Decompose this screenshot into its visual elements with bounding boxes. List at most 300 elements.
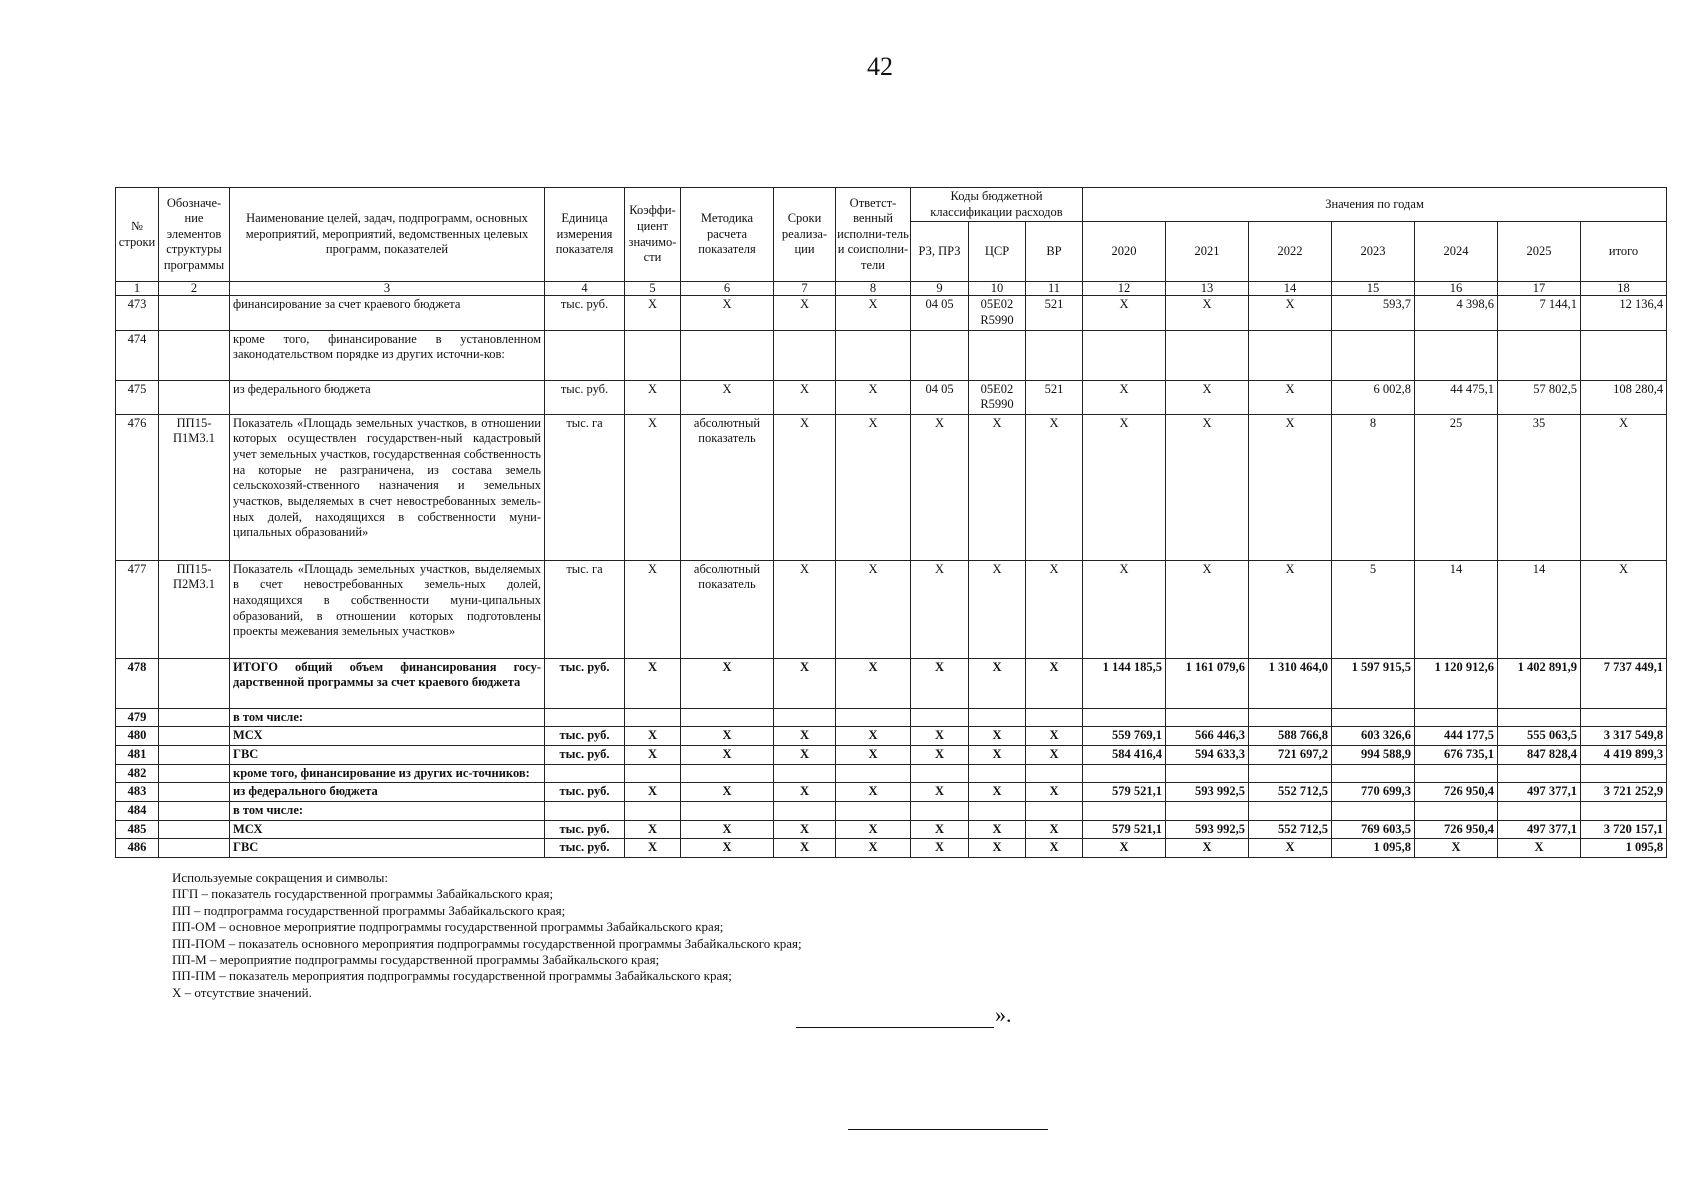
row-vr <box>1026 708 1083 727</box>
row-coefficient: Х <box>625 414 681 560</box>
row-code <box>159 839 230 858</box>
value-total: 3 721 252,9 <box>1581 783 1667 802</box>
value-total: 12 136,4 <box>1581 296 1667 330</box>
row-rz-prz: Х <box>911 783 969 802</box>
row-name: в том числе: <box>230 708 545 727</box>
row-coefficient: Х <box>625 560 681 658</box>
row-terms: Х <box>774 380 836 414</box>
value-2024: 25 <box>1415 414 1498 560</box>
value-2023: 593,7 <box>1332 296 1415 330</box>
value-total: 108 280,4 <box>1581 380 1667 414</box>
row-csr: 05Е02 R5990 <box>969 380 1026 414</box>
value-2021: Х <box>1166 839 1249 858</box>
value-2022 <box>1249 708 1332 727</box>
row-terms: Х <box>774 414 836 560</box>
abbreviations-notes <box>172 870 802 1001</box>
row-unit: тыс. руб. <box>545 380 625 414</box>
table-row <box>116 801 1667 820</box>
value-2025: 1 402 891,9 <box>1498 658 1581 708</box>
row-responsible <box>836 708 911 727</box>
row-code: ПП15-П2М3.1 <box>159 560 230 658</box>
value-2023: 6 002,8 <box>1332 380 1415 414</box>
value-2022: Х <box>1249 414 1332 560</box>
row-rz-prz: Х <box>911 727 969 746</box>
row-rz-prz: Х <box>911 839 969 858</box>
value-2025 <box>1498 764 1581 783</box>
value-2020: Х <box>1083 560 1166 658</box>
row-code <box>159 708 230 727</box>
value-total: 3 720 157,1 <box>1581 820 1667 839</box>
row-terms: Х <box>774 560 836 658</box>
row-unit <box>545 330 625 380</box>
col-header-responsible: Ответст-венный исполни-тель и соисполни-тели <box>836 188 911 282</box>
value-2024: 726 950,4 <box>1415 820 1498 839</box>
value-2022: Х <box>1249 296 1332 330</box>
row-number: 485 <box>116 820 159 839</box>
column-number: 14 <box>1249 282 1332 296</box>
row-vr: Х <box>1026 820 1083 839</box>
row-method: Х <box>681 783 774 802</box>
col-header-method: Методика расчета показателя <box>681 188 774 282</box>
value-2021 <box>1166 330 1249 380</box>
row-code <box>159 296 230 330</box>
table-row <box>116 658 1667 708</box>
value-2021: 566 446,3 <box>1166 727 1249 746</box>
row-method: Х <box>681 658 774 708</box>
table-body <box>116 296 1667 858</box>
col-header-year: 2024 <box>1415 222 1498 282</box>
row-rz-prz: Х <box>911 820 969 839</box>
row-vr: Х <box>1026 746 1083 765</box>
value-2020: 584 416,4 <box>1083 746 1166 765</box>
note-item: ПП-ПМ – показатель мероприятия подпрограммы государственной программы Забайкальского края; <box>172 968 732 984</box>
row-method <box>681 764 774 783</box>
value-2022 <box>1249 330 1332 380</box>
row-vr: Х <box>1026 414 1083 560</box>
column-number: 16 <box>1415 282 1498 296</box>
row-name: кроме того, финансирование из других ис-точников: <box>230 764 545 783</box>
row-code <box>159 764 230 783</box>
row-coefficient: Х <box>625 380 681 414</box>
row-responsible: Х <box>836 727 911 746</box>
row-rz-prz <box>911 801 969 820</box>
value-2024 <box>1415 330 1498 380</box>
row-number: 473 <box>116 296 159 330</box>
value-total: 1 095,8 <box>1581 839 1667 858</box>
column-number: 6 <box>681 282 774 296</box>
value-2023: 769 603,5 <box>1332 820 1415 839</box>
row-responsible <box>836 801 911 820</box>
table-row <box>116 380 1667 414</box>
value-total: Х <box>1581 414 1667 560</box>
row-csr <box>969 764 1026 783</box>
table-row <box>116 783 1667 802</box>
value-2022: Х <box>1249 560 1332 658</box>
row-name: Показатель «Площадь земельных участков, выделяемых в счет невостребованных земель-ных долей, находящихся в собственности муни-ципальных образований, в отношении которых подготовлены проекты межевания земельных участков» <box>230 560 545 658</box>
value-total: Х <box>1581 560 1667 658</box>
bottom-separator-line <box>848 1129 1048 1130</box>
value-2025 <box>1498 708 1581 727</box>
row-method: абсолютный показатель <box>681 560 774 658</box>
value-2025 <box>1498 330 1581 380</box>
value-2020: 1 144 185,5 <box>1083 658 1166 708</box>
value-2025: 7 144,1 <box>1498 296 1581 330</box>
row-rz-prz: 04 05 <box>911 380 969 414</box>
closing-quote-mark: ». <box>995 1002 1012 1027</box>
row-terms: Х <box>774 296 836 330</box>
column-number: 17 <box>1498 282 1581 296</box>
row-method: абсолютный показатель <box>681 414 774 560</box>
row-terms: Х <box>774 783 836 802</box>
row-vr: 521 <box>1026 296 1083 330</box>
value-2020: Х <box>1083 414 1166 560</box>
value-2020 <box>1083 708 1166 727</box>
value-2021 <box>1166 764 1249 783</box>
value-2024: 444 177,5 <box>1415 727 1498 746</box>
value-2024: 4 398,6 <box>1415 296 1498 330</box>
row-rz-prz <box>911 708 969 727</box>
column-number: 4 <box>545 282 625 296</box>
col-header-coefficient: Коэффи-циент значимо-сти <box>625 188 681 282</box>
row-name: ГВС <box>230 839 545 858</box>
row-coefficient <box>625 764 681 783</box>
value-2021: 593 992,5 <box>1166 783 1249 802</box>
table-row <box>116 296 1667 330</box>
table-row <box>116 727 1667 746</box>
row-csr: Х <box>969 820 1026 839</box>
row-csr: Х <box>969 839 1026 858</box>
value-2022: 552 712,5 <box>1249 783 1332 802</box>
row-unit <box>545 764 625 783</box>
value-total: 7 737 449,1 <box>1581 658 1667 708</box>
row-number: 475 <box>116 380 159 414</box>
row-name: из федерального бюджета <box>230 783 545 802</box>
col-header-rz-prz: РЗ, ПРЗ <box>911 222 969 282</box>
row-unit: тыс. га <box>545 560 625 658</box>
row-number: 480 <box>116 727 159 746</box>
column-number: 8 <box>836 282 911 296</box>
value-2024 <box>1415 801 1498 820</box>
row-vr: Х <box>1026 839 1083 858</box>
value-2023: 5 <box>1332 560 1415 658</box>
col-header-budget-codes: Коды бюджетной классификации расходов <box>911 188 1083 222</box>
value-2025: 555 063,5 <box>1498 727 1581 746</box>
row-method: Х <box>681 296 774 330</box>
row-responsible: Х <box>836 560 911 658</box>
value-2022: Х <box>1249 380 1332 414</box>
row-method: Х <box>681 727 774 746</box>
row-code <box>159 801 230 820</box>
table-row <box>116 708 1667 727</box>
row-name: Показатель «Площадь земельных участков, в отношении которых осуществлен государствен-ный кадастровый учет земельных участков, государственная собственность на которые не разграничена, из состава земель сельскохозяй-ственного назначения и земельных участков, выделяемых в счет невостребованных земель-ных долей, находящихся в собственности муни-ципальных образований» <box>230 414 545 560</box>
row-csr: Х <box>969 727 1026 746</box>
table-row <box>116 560 1667 658</box>
value-total <box>1581 708 1667 727</box>
value-2021: 593 992,5 <box>1166 820 1249 839</box>
value-2024 <box>1415 708 1498 727</box>
row-unit: тыс. руб. <box>545 820 625 839</box>
value-2020: Х <box>1083 296 1166 330</box>
row-rz-prz <box>911 764 969 783</box>
row-code <box>159 820 230 839</box>
row-unit: тыс. руб. <box>545 658 625 708</box>
row-rz-prz: Х <box>911 414 969 560</box>
row-responsible: Х <box>836 380 911 414</box>
column-number: 18 <box>1581 282 1667 296</box>
value-2021 <box>1166 801 1249 820</box>
value-2024: Х <box>1415 839 1498 858</box>
row-unit: тыс. руб. <box>545 783 625 802</box>
value-2020: 579 521,1 <box>1083 783 1166 802</box>
value-2024: 44 475,1 <box>1415 380 1498 414</box>
value-2023: 8 <box>1332 414 1415 560</box>
row-coefficient: Х <box>625 820 681 839</box>
row-vr <box>1026 801 1083 820</box>
row-unit: тыс. руб. <box>545 296 625 330</box>
value-2025: 35 <box>1498 414 1581 560</box>
row-csr: Х <box>969 414 1026 560</box>
row-csr <box>969 330 1026 380</box>
value-2023 <box>1332 801 1415 820</box>
row-responsible: Х <box>836 296 911 330</box>
row-rz-prz: Х <box>911 560 969 658</box>
col-header-vr: ВР <box>1026 222 1083 282</box>
value-2021: 594 633,3 <box>1166 746 1249 765</box>
col-header-designation: Обозначе-ние элементов структуры программы <box>159 188 230 282</box>
row-vr <box>1026 330 1083 380</box>
value-2024 <box>1415 764 1498 783</box>
table-row <box>116 839 1667 858</box>
note-item: ПГП – показатель государственной программы Забайкальского края; <box>172 886 554 902</box>
column-number: 1 <box>116 282 159 296</box>
row-number: 481 <box>116 746 159 765</box>
column-number: 11 <box>1026 282 1083 296</box>
row-coefficient: Х <box>625 839 681 858</box>
column-number: 15 <box>1332 282 1415 296</box>
row-method: Х <box>681 820 774 839</box>
row-coefficient: Х <box>625 783 681 802</box>
row-rz-prz: 04 05 <box>911 296 969 330</box>
row-coefficient <box>625 708 681 727</box>
row-responsible <box>836 764 911 783</box>
value-2021: Х <box>1166 414 1249 560</box>
value-total <box>1581 801 1667 820</box>
row-unit: тыс. руб. <box>545 727 625 746</box>
value-2025: 14 <box>1498 560 1581 658</box>
note-item: ПП-М – мероприятие подпрограммы государственной программы Забайкальского края; <box>172 952 660 968</box>
row-vr: 521 <box>1026 380 1083 414</box>
row-name: ИТОГО общий объем финансирования госу-дарственной программы за счет краевого бюджета <box>230 658 545 708</box>
row-method: Х <box>681 380 774 414</box>
column-number: 10 <box>969 282 1026 296</box>
row-name: МСХ <box>230 727 545 746</box>
row-responsible: Х <box>836 414 911 560</box>
column-number: 2 <box>159 282 230 296</box>
value-2025: 57 802,5 <box>1498 380 1581 414</box>
note-item: ПП-ПОМ – показатель основного мероприятия подпрограммы государственной программы Забайкальского края; <box>172 935 802 951</box>
row-name: в том числе: <box>230 801 545 820</box>
table-row <box>116 330 1667 380</box>
row-terms: Х <box>774 839 836 858</box>
value-2020: 559 769,1 <box>1083 727 1166 746</box>
row-coefficient <box>625 330 681 380</box>
row-terms <box>774 801 836 820</box>
row-method <box>681 330 774 380</box>
row-unit: тыс. руб. <box>545 746 625 765</box>
value-2022: Х <box>1249 839 1332 858</box>
column-number: 7 <box>774 282 836 296</box>
row-rz-prz: Х <box>911 746 969 765</box>
value-2022: 552 712,5 <box>1249 820 1332 839</box>
row-terms <box>774 708 836 727</box>
row-responsible: Х <box>836 746 911 765</box>
value-2022 <box>1249 801 1332 820</box>
row-csr <box>969 801 1026 820</box>
notes-title: Используемые сокращения и символы: <box>172 870 388 885</box>
row-coefficient: Х <box>625 296 681 330</box>
value-2021: 1 161 079,6 <box>1166 658 1249 708</box>
value-2021: Х <box>1166 560 1249 658</box>
row-csr: Х <box>969 658 1026 708</box>
col-header-row-no: № строки <box>116 188 159 282</box>
row-unit: тыс. руб. <box>545 839 625 858</box>
value-2021: Х <box>1166 296 1249 330</box>
row-responsible: Х <box>836 658 911 708</box>
col-header-name: Наименование целей, задач, подпрограмм, основных мероприятий, мероприятий, ведомственных целевых программ, показателей <box>230 188 545 282</box>
note-item: ПП-ОМ – основное мероприятие подпрограммы государственной программы Забайкальского края; <box>172 919 724 935</box>
row-terms: Х <box>774 820 836 839</box>
value-2024: 676 735,1 <box>1415 746 1498 765</box>
row-code <box>159 727 230 746</box>
row-code <box>159 746 230 765</box>
value-2020 <box>1083 764 1166 783</box>
value-2020 <box>1083 801 1166 820</box>
row-number: 477 <box>116 560 159 658</box>
column-number: 3 <box>230 282 545 296</box>
row-code <box>159 330 230 380</box>
row-method: Х <box>681 839 774 858</box>
row-coefficient: Х <box>625 746 681 765</box>
value-2023: 603 326,6 <box>1332 727 1415 746</box>
value-2023: 1 597 915,5 <box>1332 658 1415 708</box>
value-2023: 994 588,9 <box>1332 746 1415 765</box>
column-number: 5 <box>625 282 681 296</box>
row-name: кроме того, финансирование в установленном законодательством порядке из других источни-ков: <box>230 330 545 380</box>
row-number: 483 <box>116 783 159 802</box>
value-2024: 14 <box>1415 560 1498 658</box>
col-header-csr: ЦСР <box>969 222 1026 282</box>
row-number: 478 <box>116 658 159 708</box>
row-terms: Х <box>774 727 836 746</box>
column-number: 12 <box>1083 282 1166 296</box>
value-2022: 1 310 464,0 <box>1249 658 1332 708</box>
row-number: 474 <box>116 330 159 380</box>
col-header-year: 2023 <box>1332 222 1415 282</box>
row-csr <box>969 708 1026 727</box>
value-2024: 1 120 912,6 <box>1415 658 1498 708</box>
row-method: Х <box>681 746 774 765</box>
value-2025: 497 377,1 <box>1498 820 1581 839</box>
row-vr: Х <box>1026 783 1083 802</box>
value-2020: Х <box>1083 380 1166 414</box>
row-name: МСХ <box>230 820 545 839</box>
row-vr: Х <box>1026 560 1083 658</box>
value-2025: 847 828,4 <box>1498 746 1581 765</box>
table-row <box>116 820 1667 839</box>
col-header-year: 2022 <box>1249 222 1332 282</box>
note-item: Х – отсутствие значений. <box>172 984 312 1000</box>
row-name: ГВС <box>230 746 545 765</box>
row-unit <box>545 801 625 820</box>
row-method <box>681 801 774 820</box>
col-header-year: 2020 <box>1083 222 1166 282</box>
row-responsible <box>836 330 911 380</box>
row-number: 482 <box>116 764 159 783</box>
row-number: 486 <box>116 839 159 858</box>
row-terms <box>774 764 836 783</box>
table-row <box>116 746 1667 765</box>
row-csr: Х <box>969 783 1026 802</box>
page-number: 42 <box>867 52 893 81</box>
col-header-unit: Единица измерения показателя <box>545 188 625 282</box>
row-csr: Х <box>969 746 1026 765</box>
row-number: 476 <box>116 414 159 560</box>
row-method <box>681 708 774 727</box>
row-terms: Х <box>774 658 836 708</box>
row-coefficient: Х <box>625 727 681 746</box>
value-2020: 579 521,1 <box>1083 820 1166 839</box>
value-2021: Х <box>1166 380 1249 414</box>
value-2020: Х <box>1083 839 1166 858</box>
value-total: 4 419 899,3 <box>1581 746 1667 765</box>
column-number: 13 <box>1166 282 1249 296</box>
value-2022: 588 766,8 <box>1249 727 1332 746</box>
row-responsible: Х <box>836 839 911 858</box>
value-2020 <box>1083 330 1166 380</box>
row-unit <box>545 708 625 727</box>
row-number: 484 <box>116 801 159 820</box>
value-2025: 497 377,1 <box>1498 783 1581 802</box>
row-responsible: Х <box>836 783 911 802</box>
closing-underline <box>796 1007 994 1028</box>
row-rz-prz <box>911 330 969 380</box>
row-coefficient <box>625 801 681 820</box>
value-total <box>1581 764 1667 783</box>
col-header-total: итого <box>1581 222 1667 282</box>
value-2024: 726 950,4 <box>1415 783 1498 802</box>
row-name: из федерального бюджета <box>230 380 545 414</box>
budget-table <box>115 187 1667 858</box>
row-name: финансирование за счет краевого бюджета <box>230 296 545 330</box>
row-unit: тыс. га <box>545 414 625 560</box>
col-header-terms: Сроки реализа-ции <box>774 188 836 282</box>
row-code <box>159 658 230 708</box>
value-2022 <box>1249 764 1332 783</box>
row-number: 479 <box>116 708 159 727</box>
row-vr: Х <box>1026 658 1083 708</box>
row-csr: 05Е02 R5990 <box>969 296 1026 330</box>
value-2022: 721 697,2 <box>1249 746 1332 765</box>
col-header-values-by-years: Значения по годам <box>1083 188 1667 222</box>
value-2023: 1 095,8 <box>1332 839 1415 858</box>
column-number: 9 <box>911 282 969 296</box>
row-code <box>159 783 230 802</box>
row-code <box>159 380 230 414</box>
row-code: ПП15-П1М3.1 <box>159 414 230 560</box>
value-2023 <box>1332 764 1415 783</box>
value-2023: 770 699,3 <box>1332 783 1415 802</box>
value-total: 3 317 549,8 <box>1581 727 1667 746</box>
